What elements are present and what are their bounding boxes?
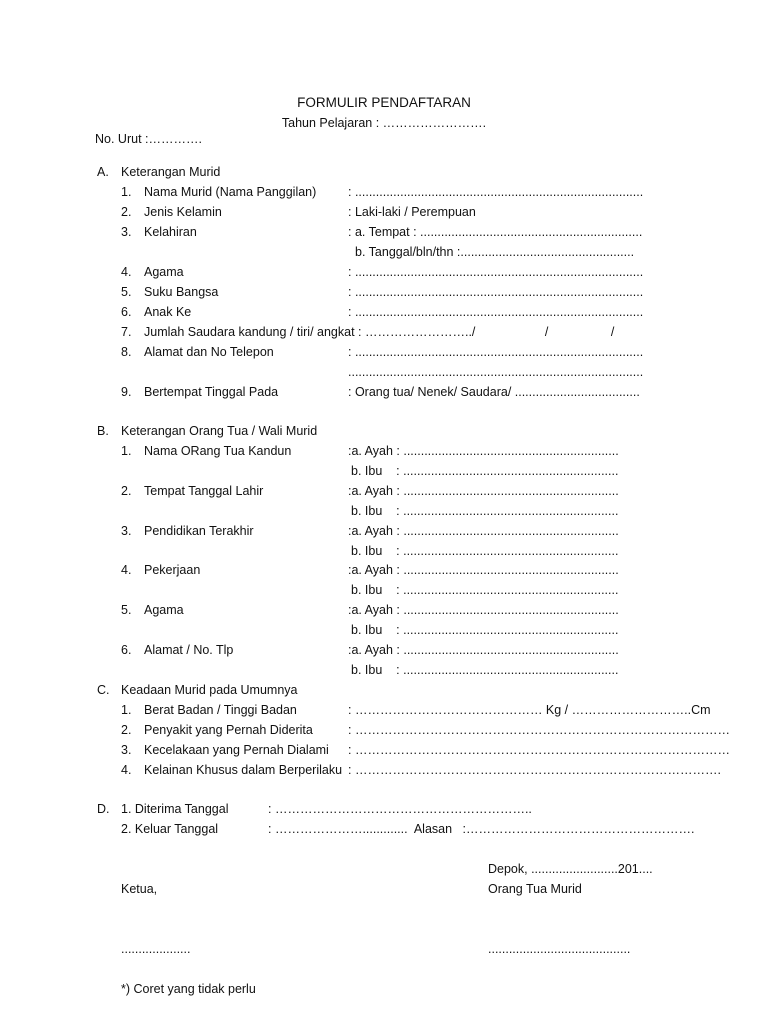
field-label-inline[interactable]: Jumlah Saudara kandung / tiri/ angkat : ……………………../ / / — [144, 325, 615, 339]
field-label: Jenis Kelamin — [144, 205, 222, 219]
father-field[interactable]: :a. Ayah : .............................................................. — [348, 603, 619, 617]
father-field[interactable]: :a. Ayah : .............................................................. — [348, 444, 619, 458]
field-blank[interactable]: : ……………………………………………………………………………. — [348, 763, 721, 777]
mother-field[interactable]: b. Ibu : .............................................................. — [351, 504, 619, 518]
row-number: 2. — [121, 723, 132, 737]
section-letter: C. — [97, 683, 110, 697]
field-label: Alamat dan No Telepon — [144, 345, 274, 359]
field-label: Anak Ke — [144, 305, 192, 319]
field-label: Berat Badan / Tinggi Badan — [144, 703, 297, 717]
row-number: 3. — [121, 743, 132, 757]
place-date[interactable]: Depok, .........................201.... — [488, 862, 653, 876]
mother-field[interactable]: b. Ibu : .............................................................. — [351, 544, 619, 558]
row-number: 5. — [121, 603, 132, 617]
row-number: 4. — [121, 763, 132, 777]
row-number: 1. — [121, 444, 132, 458]
row-number: 6. — [121, 305, 132, 319]
row-number: 7. — [121, 325, 132, 339]
row-number: 4. — [121, 563, 132, 577]
field-label: Tempat Tanggal Lahir — [144, 484, 264, 498]
field-label: 2. Keluar Tanggal — [121, 822, 219, 836]
field-label: Bertempat Tinggal Pada — [144, 385, 279, 399]
mother-field[interactable]: b. Ibu : .............................................................. — [351, 663, 619, 677]
section-letter: D. — [97, 802, 110, 816]
parent-label: Orang Tua Murid — [488, 882, 582, 896]
field-blank[interactable]: ..................................................................................... — [348, 365, 644, 379]
field-label: Suku Bangsa — [144, 285, 219, 299]
father-field[interactable]: :a. Ayah : .............................................................. — [348, 563, 619, 577]
father-field[interactable]: :a. Ayah : .............................................................. — [348, 484, 619, 498]
section-letter: A. — [97, 165, 109, 179]
field-blank[interactable]: : ................................................................................... — [348, 305, 644, 319]
row-number: 2. — [121, 484, 132, 498]
row-number: 2. — [121, 205, 132, 219]
field-value[interactable]: : Orang tua/ Nenek/ Saudara/ .................................... — [348, 385, 640, 399]
field-label: Nama ORang Tua Kandun — [144, 444, 292, 458]
section-title: Keadaan Murid pada Umumnya — [121, 683, 298, 697]
section-title: Keterangan Orang Tua / Wali Murid — [121, 424, 318, 438]
field-label: Agama — [144, 603, 184, 617]
father-field[interactable]: :a. Ayah : .............................................................. — [348, 524, 619, 538]
row-number: 6. — [121, 643, 132, 657]
field-blank[interactable]: : ................................................................................... — [348, 285, 644, 299]
chairman-signature-line[interactable]: .................... — [121, 942, 191, 956]
row-number: 5. — [121, 285, 132, 299]
chairman-label: Ketua, — [121, 882, 158, 896]
field-label: Pekerjaan — [144, 563, 201, 577]
section-title: Keterangan Murid — [121, 165, 221, 179]
row-number: 1. — [121, 703, 132, 717]
row-number: 9. — [121, 385, 132, 399]
field-blank[interactable]: : ……………………………………… Kg / ………………………..Cm — [348, 703, 711, 717]
mother-field[interactable]: b. Ibu : .............................................................. — [351, 623, 619, 637]
field-blank[interactable]: : ................................................................................... — [348, 345, 644, 359]
field-label: Pendidikan Terakhir — [144, 524, 254, 538]
field-label: Kelahiran — [144, 225, 197, 239]
field-blank[interactable]: : ................................................................................... — [348, 265, 644, 279]
row-number: 1. — [121, 185, 132, 199]
field-value[interactable]: : Laki-laki / Perempuan — [348, 205, 476, 219]
field-label: Kecelakaan yang Pernah Dialami — [144, 743, 329, 757]
field-label: Nama Murid (Nama Panggilan) — [144, 185, 317, 199]
row-number: 3. — [121, 524, 132, 538]
parent-signature-line[interactable]: ......................................... — [488, 942, 631, 956]
field-label: Alamat / No. Tlp — [144, 643, 234, 657]
academic-year: Tahun Pelajaran : ……………………. — [281, 116, 487, 130]
field-blank[interactable]: : a. Tempat : ................................................................ — [348, 225, 643, 239]
section-letter: B. — [97, 424, 109, 438]
received-date-field[interactable]: : …………………………………………………….. — [268, 802, 532, 816]
field-blank[interactable]: b. Tanggal/bln/thn :.................................................. — [355, 245, 635, 259]
exit-date-field[interactable]: : …………………............. Alasan :………………………………………………. — [268, 822, 695, 836]
row-number: 3. — [121, 225, 132, 239]
registration-number: No. Urut :…………. — [95, 132, 202, 146]
form-title: FORMULIR PENDAFTARAN — [297, 95, 471, 110]
mother-field[interactable]: b. Ibu : .............................................................. — [351, 464, 619, 478]
field-label: Penyakit yang Pernah Diderita — [144, 723, 313, 737]
field-label: Kelainan Khusus dalam Berperilaku — [144, 763, 343, 777]
father-field[interactable]: :a. Ayah : .............................................................. — [348, 643, 619, 657]
field-label: 1. Diterima Tanggal — [121, 802, 229, 816]
row-number: 4. — [121, 265, 132, 279]
mother-field[interactable]: b. Ibu : .............................................................. — [351, 583, 619, 597]
field-blank[interactable]: : ……………………………………………………………………………… — [348, 723, 730, 737]
field-blank[interactable]: : ……………………………………………………………………………… — [348, 743, 730, 757]
field-blank[interactable]: : ................................................................................... — [348, 185, 644, 199]
row-number: 8. — [121, 345, 132, 359]
footnote: *) Coret yang tidak perlu — [121, 982, 256, 996]
field-label: Agama — [144, 265, 184, 279]
